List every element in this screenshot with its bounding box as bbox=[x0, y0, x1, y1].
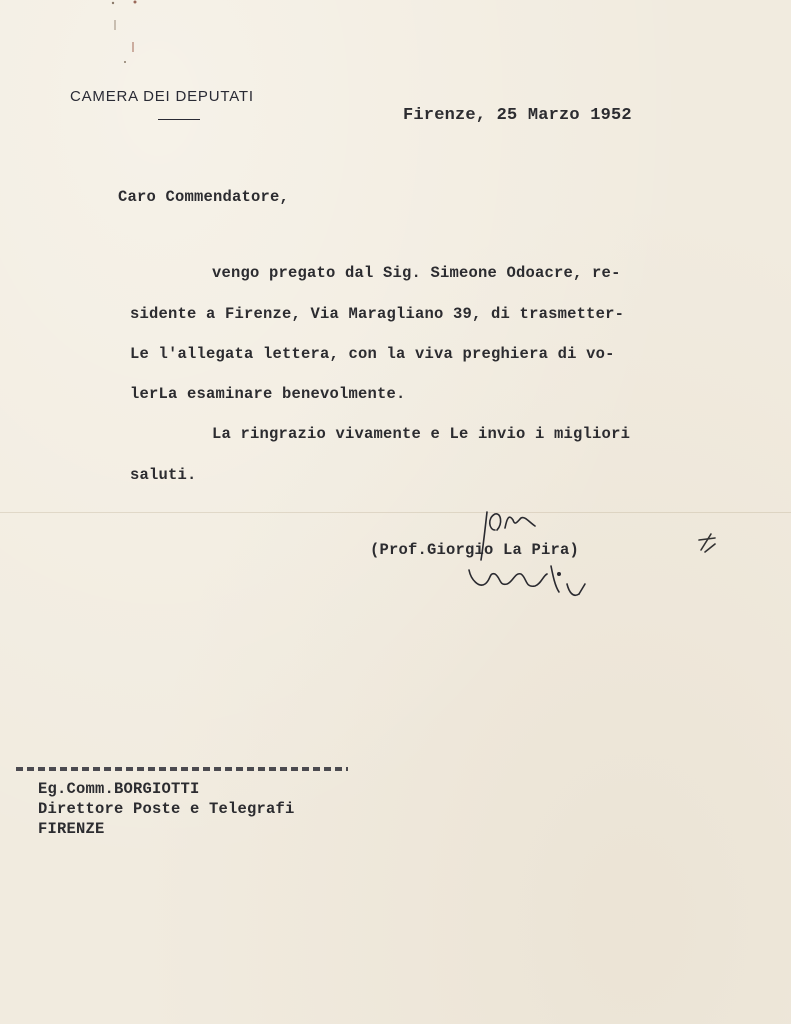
date-line: Firenze, 25 Marzo 1952 bbox=[403, 106, 632, 125]
letterhead-institution: CAMERA DEI DEPUTATI bbox=[70, 88, 254, 105]
body-line: Le l'allegata lettera, con la viva preghiera di vo- bbox=[130, 345, 615, 363]
body-line: sidente a Firenze, Via Maragliano 39, di trasmetter- bbox=[130, 305, 625, 323]
recipient-city: FIRENZE bbox=[38, 820, 105, 838]
body-line: vengo pregato dal Sig. Simeone Odoacre, re- bbox=[212, 264, 621, 282]
ink-check-mark bbox=[693, 530, 721, 558]
body-line: lerLa esaminare benevolmente. bbox=[130, 385, 406, 403]
handwritten-signature bbox=[455, 500, 605, 610]
signer-name: (Prof.Giorgio La Pira) bbox=[370, 541, 580, 559]
body-line: La ringrazio vivamente e Le invio i migliori bbox=[212, 425, 631, 443]
salutation: Caro Commendatore, bbox=[118, 188, 290, 206]
recipient-title: Direttore Poste e Telegrafi bbox=[38, 800, 295, 818]
recipient-name: Eg.Comm.BORGIOTTI bbox=[38, 780, 200, 798]
paper-specks bbox=[105, 0, 145, 80]
separator-line bbox=[16, 767, 348, 771]
letterhead-rule bbox=[158, 119, 200, 120]
body-line: saluti. bbox=[130, 466, 197, 484]
paper-fold bbox=[0, 512, 791, 513]
